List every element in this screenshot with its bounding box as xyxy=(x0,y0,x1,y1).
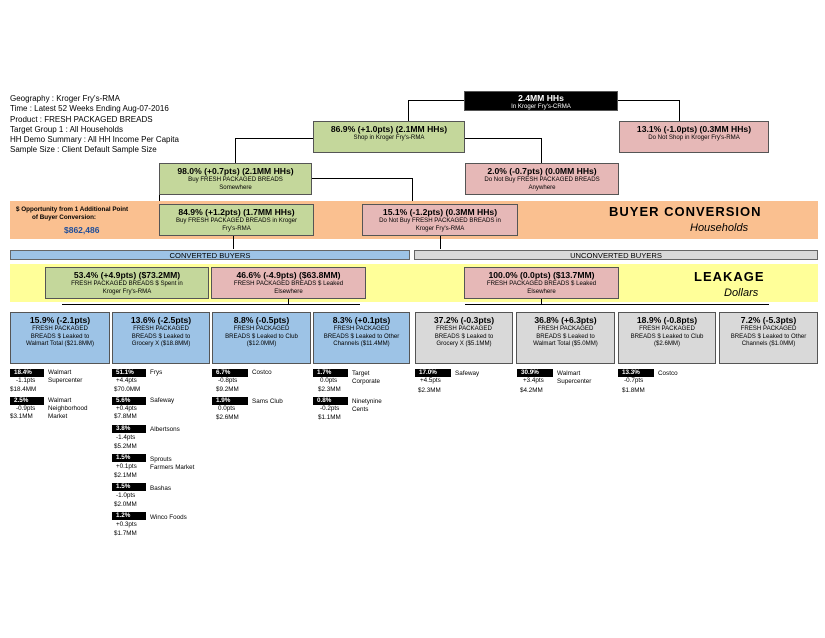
retailer-name: Safeway xyxy=(455,370,480,377)
retailer-change: -0.8pts xyxy=(218,377,238,384)
buy-kroger-node[interactable]: 84.9% (+1.2pts) (1.7MM HHs) Buy FRESH PACKAGED BREADS in Kroger Fry's-RMA xyxy=(159,204,314,236)
retailer-name: Winco Foods xyxy=(150,514,187,521)
retailer-pct: 17.0% xyxy=(415,369,451,377)
leaked-elsewhere-unconverted-node[interactable]: 100.0% (0.0pts) ($13.7MM) FRESH PACKAGED BREADS $ Leaked Elsewhere xyxy=(464,267,619,299)
retailer-change: +0.3pts xyxy=(116,521,137,528)
retailer-name: Walmart xyxy=(557,370,581,377)
retailer-name: Cents xyxy=(352,406,369,413)
nobuy-kroger-node[interactable]: 15.1% (-1.2pts) (0.3MM HHs) Do Not Buy FRESH PACKAGED BREADS in Kroger Fry's-RMA xyxy=(362,204,518,236)
channel-walmart-unconverted[interactable]: 36.8% (+6.3pts) FRESH PACKAGED BREADS $ Leaked to Walmart Total ($5.0MM) xyxy=(516,312,615,364)
retailer-name: Costco xyxy=(252,369,272,376)
unconverted-buyers-header: UNCONVERTED BUYERS xyxy=(414,250,818,260)
converted-buyers-header: CONVERTED BUYERS xyxy=(10,250,410,260)
retailer-name: Sprouts xyxy=(150,456,172,463)
retailer-value: $1.7MM xyxy=(114,530,137,537)
spent-in-kroger-node[interactable]: 53.4% (+4.9pts) ($73.2MM) FRESH PACKAGED BREADS $ Spent in Kroger Fry's-RMA xyxy=(45,267,209,299)
channel-club-unconverted[interactable]: 18.9% (-0.8pts) FRESH PACKAGED BREADS $ Leaked to Club ($2.6MM) xyxy=(618,312,716,364)
retailer-name: Safeway xyxy=(150,397,175,404)
retailer-name: Supercenter xyxy=(48,377,83,384)
geography-label: Geography : Kroger Fry's-RMA xyxy=(10,94,121,103)
retailer-change: -0.7pts xyxy=(624,377,644,384)
retailer-name: Bashas xyxy=(150,485,172,492)
retailer-value: $5.2MM xyxy=(114,443,137,450)
channel-club-converted[interactable]: 8.8% (-0.5pts) FRESH PACKAGED BREADS $ Leaked to Club ($12.0MM) xyxy=(212,312,311,364)
retailer-name: Frys xyxy=(150,369,163,376)
retailer-change: +4.4pts xyxy=(116,377,137,384)
retailer-pct: 51.1% xyxy=(112,369,146,377)
retailer-name: Albertsons xyxy=(150,426,180,433)
retailer-change: +0.1pts xyxy=(116,463,137,470)
connector xyxy=(679,100,680,121)
retailer-value: $3.1MM xyxy=(10,413,33,420)
connector xyxy=(62,304,360,305)
retailer-change: 0.0pts xyxy=(218,405,236,412)
retailer-value: $2.6MM xyxy=(216,414,239,421)
retailer-name: Target xyxy=(352,370,370,377)
retailer-pct: 5.6% xyxy=(112,397,146,405)
retailer-name: Costco xyxy=(658,370,678,377)
channel-other-converted[interactable]: 8.3% (+0.1pts) FRESH PACKAGED BREADS $ Leaked to Other Channels ($11.4MM) xyxy=(313,312,410,364)
retailer-pct: 2.5% xyxy=(10,397,44,405)
leakage-title: LEAKAGE xyxy=(694,269,765,284)
connector xyxy=(408,100,464,101)
retailer-change: 0.0pts xyxy=(320,377,338,384)
channel-other-unconverted[interactable]: 7.2% (-5.3pts) FRESH PACKAGED BREADS $ Leaked to Other Channels ($1.0MM) xyxy=(719,312,818,364)
hh-demo-label: HH Demo Summary : All HH Income Per Capita xyxy=(10,135,179,145)
retailer-pct: 1.2% xyxy=(112,512,146,520)
retailer-change: -1.1pts xyxy=(16,377,36,384)
total-hh-node[interactable]: 2.4MM HHs In Kroger Fry's-CRMA xyxy=(464,91,618,111)
retailer-change: -0.9pts xyxy=(16,405,36,412)
retailer-name: Walmart xyxy=(48,397,72,404)
retailer-value: $70.0MM xyxy=(114,386,141,393)
retailer-change: +4.5pts xyxy=(420,377,441,384)
connector xyxy=(465,138,541,139)
opportunity-label: $ Opportunity from 1 Additional Point of Buyer Conversion: xyxy=(16,206,129,221)
connector xyxy=(235,138,236,163)
buy-somewhere-node[interactable]: 98.0% (+0.7pts) (2.1MM HHs) Buy FRESH PACKAGED BREADS Somewhere xyxy=(159,163,312,195)
connector xyxy=(233,236,234,249)
retailer-pct: 1.7% xyxy=(313,369,348,377)
retailer-change: -0.2pts xyxy=(320,405,340,412)
buyer-conversion-subtitle: Households xyxy=(690,222,749,234)
retailer-pct: 6.7% xyxy=(212,369,248,377)
connector xyxy=(235,138,313,139)
report-metadata xyxy=(10,94,179,156)
connector xyxy=(541,299,542,305)
target-group-label: Target Group 1 : All Households xyxy=(10,124,123,134)
retailer-change: -1.0pts xyxy=(116,492,136,499)
connector xyxy=(408,100,409,121)
retailer-value: $4.2MM xyxy=(520,387,543,394)
product-label: Product : FRESH PACKAGED BREADS xyxy=(10,114,153,124)
leaked-elsewhere-converted-node[interactable]: 46.6% (-4.9pts) ($63.8MM) FRESH PACKAGED BREADS $ Leaked Elsewhere xyxy=(211,267,366,299)
retailer-value: $18.4MM xyxy=(10,386,37,393)
connector xyxy=(288,299,289,305)
retailer-pct: 18.4% xyxy=(10,369,44,377)
leakage-subtitle: Dollars xyxy=(724,287,759,299)
buyer-conversion-title: BUYER CONVERSION xyxy=(609,204,762,219)
connector xyxy=(618,100,679,101)
opportunity-value: $862,486 xyxy=(64,225,100,235)
shop-node[interactable]: 86.9% (+1.0pts) (2.1MM HHs) Shop in Kroger Fry's-RMA xyxy=(313,121,465,153)
retailer-pct: 13.3% xyxy=(618,369,654,377)
retailer-name: Market xyxy=(48,413,68,420)
retailer-change: -1.4pts xyxy=(116,434,136,441)
retailer-pct: 1.5% xyxy=(112,483,146,491)
nobuy-anywhere-node[interactable]: 2.0% (-0.7pts) (0.0MM HHs) Do Not Buy FRESH PACKAGED BREADS Anywhere xyxy=(465,163,619,195)
retailer-name: Walmart xyxy=(48,369,72,376)
retailer-value: $2.1MM xyxy=(114,472,137,479)
retailer-pct: 1.9% xyxy=(212,397,248,405)
retailer-name: Ninetynine xyxy=(352,398,382,405)
channel-walmart-converted[interactable]: 15.9% (-2.1pts) FRESH PACKAGED BREADS $ Leaked to Walmart Total ($21.8MM) xyxy=(10,312,110,364)
retailer-value: $2.3MM xyxy=(318,386,341,393)
channel-grocery-converted[interactable]: 13.6% (-2.5pts) FRESH PACKAGED BREADS $ Leaked to Grocery X ($18.8MM) xyxy=(112,312,210,364)
retailer-pct: 3.8% xyxy=(112,425,146,433)
retailer-name: Corporate xyxy=(352,378,381,385)
time-label: Time : Latest 52 Weeks Ending Aug-07-2016 xyxy=(10,104,169,114)
retailer-pct: 1.5% xyxy=(112,454,146,462)
retailer-name: Sams Club xyxy=(252,398,283,405)
connector xyxy=(465,304,769,305)
retailer-change: +3.4pts xyxy=(523,377,544,384)
retailer-value: $2.0MM xyxy=(114,501,137,508)
retailer-pct: 0.8% xyxy=(313,397,348,405)
retailer-name: Supercenter xyxy=(557,378,592,385)
channel-grocery-unconverted[interactable]: 37.2% (-0.3pts) FRESH PACKAGED BREADS $ Leaked to Grocery X ($5.1MM) xyxy=(415,312,513,364)
retailer-name: Neighborhood xyxy=(48,405,88,412)
retailer-change: +0.4pts xyxy=(116,405,137,412)
retailer-value: $1.1MM xyxy=(318,414,341,421)
retailer-name: Farmers Market xyxy=(150,464,195,471)
retailer-value: $2.3MM xyxy=(418,387,441,394)
retailer-value: $9.2MM xyxy=(216,386,239,393)
retailer-value: $7.8MM xyxy=(114,413,137,420)
sample-size-label: Sample Size : Client Default Sample Size xyxy=(10,145,157,155)
noshop-node[interactable]: 13.1% (-1.0pts) (0.3MM HHs) Do Not Shop in Kroger Fry's-RMA xyxy=(619,121,769,153)
connector xyxy=(312,178,412,179)
retailer-value: $1.8MM xyxy=(622,387,645,394)
connector xyxy=(440,236,441,249)
retailer-pct: 30.9% xyxy=(517,369,553,377)
connector xyxy=(541,138,542,163)
